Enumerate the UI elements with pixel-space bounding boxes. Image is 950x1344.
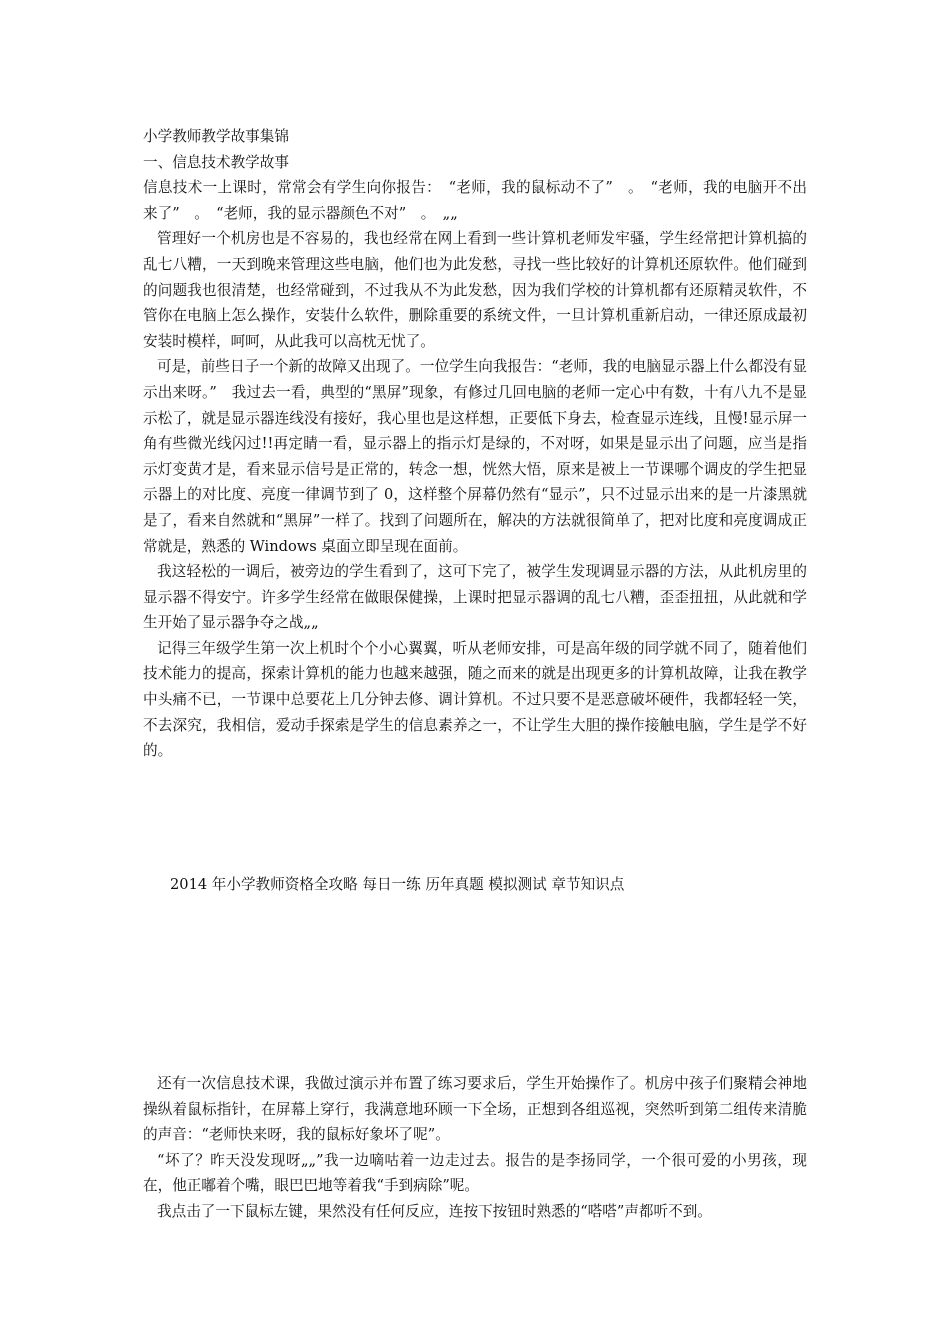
paragraph-intro: 信息技术一上课时，常常会有学生向你报告： “老师，我的鼠标动不了” 。 “老师，我的电脑开不出来了” 。 “老师，我的显示器颜色不对” 。 „„ <box>143 179 807 222</box>
promo-line: 2014 年小学教师资格全攻略 每日一练 历年真题 模拟测试 章节知识点 <box>170 876 625 893</box>
text-block-lower <box>143 1071 807 1225</box>
section-heading: 一、信息技术教学故事 <box>143 153 289 171</box>
document-title: 小学教师教学故事集锦 <box>143 128 289 145</box>
paragraph-monitor-battle: 我这轻松的一调后，被旁边的学生看到了，这可下完了，被学生发现调显示器的方法，从此机房里的显示器不得安宁。许多学生经常在做眼保健操，上课时把显示器调的乱七八糟，歪歪扭扭，从此就和学生开始了显示器争夺之战„„ <box>143 563 807 632</box>
paragraph-third-grade: 记得三年级学生第一次上机时个个小心翼翼，听从老师安排，可是高年级的同学就不同了，随着他们技术能力的提高，探索计算机的能力也越来越强，随之而来的就是出现更多的计算机故障，让我在教学中头痛不已，一节课中总要花上几分钟去修、调计算机。不过只要不是恶意破坏硬件，我都轻轻一笑，不去深究，我相信，爱动手探索是学生的信息素养之一，不让学生大胆的操作接触电脑，学生是学不好的。 <box>143 639 807 760</box>
text-block-upper <box>143 124 807 764</box>
paragraph-machine-room: 管理好一个机房也是不容易的，我也经常在网上看到一些计算机老师发牢骚，学生经常把计算机搞的乱七八糟，一天到晚来管理这些电脑，他们也为此发愁，寻找一些比较好的计算机还原软件。他们碰到的问题我也很清楚，也经常碰到，不过我从不为此发愁，因为我们学校的计算机都有还原精灵软件，不管你在电脑上怎么操作，安装什么软件，删除重要的系统文件，一旦计算机重新启动，一律还原成最初安装时模样，呵呵，从此我可以高枕无忧了。 <box>143 230 807 350</box>
paragraph-black-screen: 可是，前些日子一个新的故障又出现了。一位学生向我报告：“老师，我的电脑显示器上什么都没有显示出来呀。” 我过去一看，典型的“黑屏”现象，有修过几回电脑的老师一定心中有数，十有八九不是显示松了，就是显示器连线没有接好，我心里也是这样想，正要低下身去，检查显示连线，且慢!显示屏一角有些微光线闪过!!再定睛一看，显示器上的指示灯是绿的，不对呀，如果是显示出了问题，应当是指示灯变黄才是，看来显示信号是正常的，转念一想，恍然大悟，原来是被上一节课哪个调皮的学生把显示器上的对比度、亮度一律调节到了 0，这样整个屏幕仍然有“显示”，只不过显示出来的是一片漆黑就是了，看来自然就和“黑屏”一样了。找到了问题所在，解决的方法就很简单了，把对比度和亮度调成正常就是，熟悉的 Windows 桌面立即呈现在面前。 <box>143 358 807 555</box>
paragraph-mouse-story: 还有一次信息技术课，我做过演示并布置了练习要求后，学生开始操作了。机房中孩子们聚精会神地操纵着鼠标指针，在屏幕上穿行，我满意地环顾一下全场，正想到各组巡视，突然听到第二组传来清脆的声音：“老师快来呀，我的鼠标好象坏了呢”。 <box>143 1075 807 1144</box>
paragraph-li-yang: “坏了？昨天没发现呀„„”我一边嘀咕着一边走过去。报告的是李扬同学，一个很可爱的小男孩，现在，他正嘟着个嘴，眼巴巴地等着我“手到病除”呢。 <box>143 1151 807 1195</box>
paragraph-left-click: 我点击了一下鼠标左键，果然没有任何反应，连按下按钮时熟悉的“嗒嗒”声都听不到。 <box>157 1202 712 1220</box>
